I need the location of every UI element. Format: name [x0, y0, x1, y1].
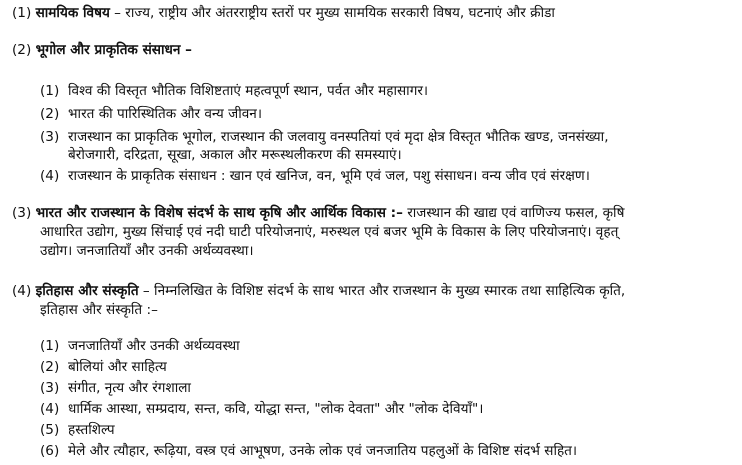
item-number: (3) — [40, 129, 60, 145]
section-3-heading: भारत और राजस्थान के विशेष संदर्भ के साथ कृषि और आर्थिक विकास :– — [35, 205, 403, 221]
section-2-item-3-continued: बेरोजगारी, दरिद्रता, सूखा, अकाल और मरूस्थलीकरण की समस्याएं। — [68, 147, 402, 163]
item-number: (4) — [40, 401, 60, 417]
section-4-text: निम्नलिखित के विशिष्ट संदर्भ के साथ भारत और राजस्थान के मुख्य स्मारक तथा साहित्यिक कृति, — [154, 283, 626, 299]
item-number: (5) — [40, 422, 60, 438]
section-2-number: (2) — [12, 42, 32, 58]
section-4-item-6 — [40, 442, 728, 460]
item-text: जनजातियाँ और उनकी अर्थव्यवस्था — [68, 338, 240, 354]
item-number: (2) — [40, 359, 60, 375]
section-1-dash: – — [109, 5, 126, 21]
item-number: (1) — [40, 83, 60, 99]
item-text: भारत की पारिस्थितिक और वन्य जीवन। — [68, 106, 262, 122]
section-2-item-3 — [40, 128, 728, 146]
section-4-text-line-2: इतिहास और संस्कृति :– — [40, 302, 158, 318]
item-text: हस्तशिल्प — [68, 422, 115, 438]
section-1-heading: सामयिक विषय — [35, 5, 110, 21]
section-2-item-2 — [40, 105, 728, 123]
section-4-number: (4) — [12, 283, 32, 299]
section-4-item-4 — [40, 400, 728, 418]
section-4-dash: – — [138, 283, 155, 299]
section-4 — [12, 282, 728, 300]
section-3-text-line-2: आधारित उद्योग, मुख्य सिंचाई एवं नदी घाटी परियोजनाएं, मरुस्थल एवं बजर भूमि के विकास के लिए परियोजनाएं। वृहत् — [40, 224, 619, 240]
item-text: विश्व की विस्तृत भौतिक विशिष्टताएं महत्वपूर्ण स्थान, पर्वत और महासागर। — [68, 83, 429, 99]
section-4-item-3 — [40, 379, 728, 397]
section-1-number: (1) — [12, 5, 32, 21]
item-number: (2) — [40, 106, 60, 122]
section-2-item-4 — [40, 167, 728, 185]
section-4-item-5 — [40, 421, 728, 439]
item-number: (1) — [40, 338, 60, 354]
section-3 — [12, 204, 728, 222]
section-2-header — [12, 41, 728, 59]
item-number: (6) — [40, 443, 60, 459]
section-4-item-1 — [40, 337, 728, 355]
item-text: राजस्थान के प्राकृतिक संसाधन : खान एवं खनिज, वन, भूमि एवं जल, पशु संसाधन। वन्य जीव एवं संरक्षण। — [68, 168, 590, 184]
section-4-item-2 — [40, 358, 728, 376]
section-1-text: राज्य, राष्ट्रीय और अंतरराष्ट्रीय स्तरों पर मुख्य सामयिक सरकारी विषय, घटनाएं और क्रीडा — [125, 5, 555, 21]
section-2-heading: भूगोल और प्राकृतिक संसाधन – — [35, 42, 192, 58]
section-4-heading: इतिहास और संस्कृति — [35, 283, 139, 299]
section-3-text: राजस्थान की खाद्य एवं वाणिज्य फसल, कृषि — [402, 205, 625, 221]
section-1 — [12, 4, 728, 22]
item-number: (3) — [40, 380, 60, 396]
item-text: संगीत, नृत्य और रंगशाला — [68, 380, 191, 396]
item-text: बोलियां और साहित्य — [68, 359, 167, 375]
item-text: मेले और त्यौहार, रूढ़िया, वस्त्र एवं आभूषण, उनके लोक एवं जनजातिय पहलुओं के विशिष्ट संदर्भ सहित। — [68, 443, 578, 459]
item-text: राजस्थान का प्राकृतिक भूगोल, राजस्थान की जलवायु वनस्पतियां एवं मृदा क्षेत्र विस्तृत भौतिक खण्ड, जनसंख्या, — [68, 129, 609, 145]
section-3-text-line-3: उद्योग। जनजातियाँ और उनकी अर्थव्यवस्था। — [40, 243, 254, 259]
item-number: (4) — [40, 168, 60, 184]
section-2-item-1 — [40, 82, 728, 100]
item-text: धार्मिक आस्था, सम्प्रदाय, सन्त, कवि, योद्धा सन्त, "लोक देवता" और "लोक देवियाँ"। — [68, 401, 484, 417]
section-3-number: (3) — [12, 205, 32, 221]
